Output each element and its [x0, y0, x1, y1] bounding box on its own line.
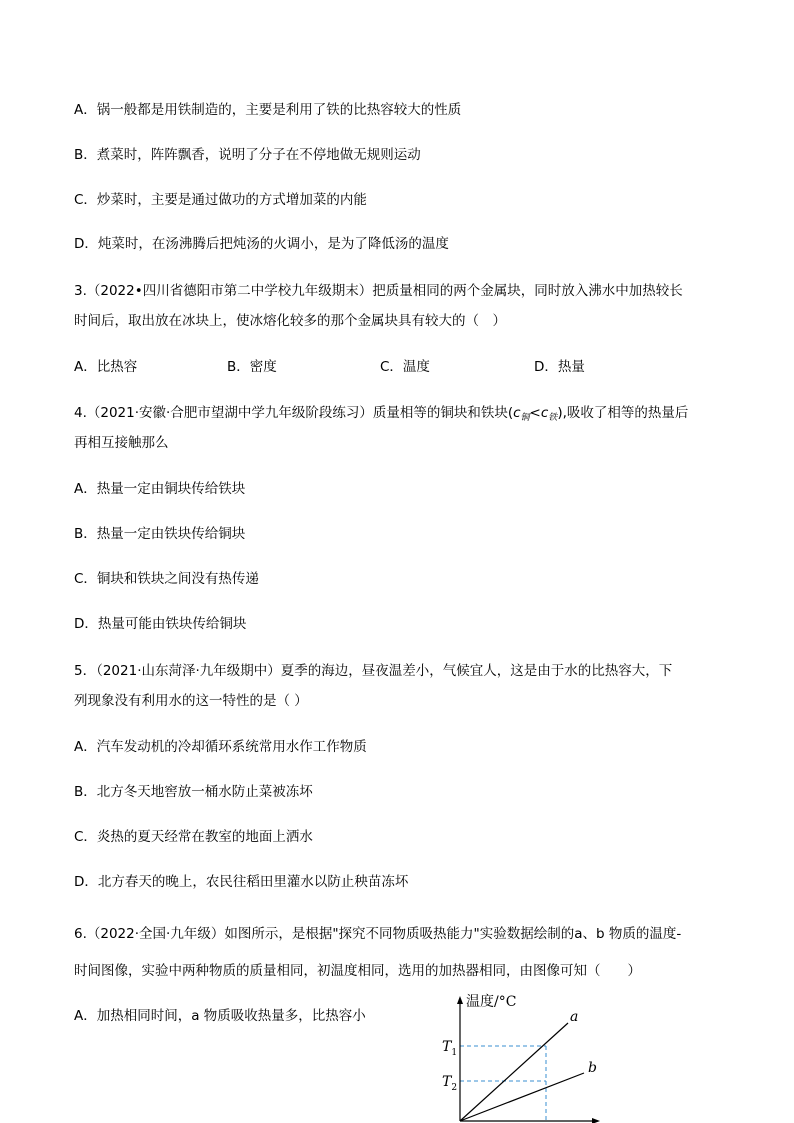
- q4-option-b: B．热量一定由铁块传给铜块: [74, 526, 246, 542]
- q4-c-iron: c: [540, 405, 549, 421]
- q3-option-b: B．密度: [227, 359, 277, 375]
- q2-option-a: A．锅一般都是用铁制造的，主要是利用了铁的比热容较大的性质: [74, 102, 462, 118]
- t1-label-letter: T: [442, 1039, 452, 1055]
- q4-stem-line1: [74, 404, 688, 427]
- q6-stem-line2: 时间图像，实验中两种物质的质量相同，初温度相同，选用的加热器相同，由图像可知（ ）: [74, 963, 641, 979]
- t2-label-sub: 2: [451, 1083, 458, 1093]
- q3-option-c: C．温度: [380, 359, 430, 375]
- x-axis-arrow-icon: [592, 1118, 600, 1123]
- q4-option-d: D．热量可能由铁块传给铜块: [74, 616, 247, 632]
- q3-stem-line2: 时间后，取出放在冰块上，使冰熔化较多的那个金属块具有较大的（ ）: [74, 313, 506, 329]
- line-a-label: a: [570, 1009, 579, 1025]
- line-b: [460, 1073, 584, 1121]
- t2-label-letter: T: [442, 1074, 452, 1090]
- line-b-label: b: [588, 1060, 597, 1076]
- q4-option-a: A．热量一定由铜块传给铁块: [74, 481, 246, 497]
- line-a: [460, 1023, 568, 1121]
- q5-option-b: B．北方冬天地窖放一桶水防止菜被冻坏: [74, 784, 313, 800]
- t2-label: [442, 1074, 457, 1093]
- q4-sub-copper: 铜: [520, 413, 530, 423]
- q5-stem-line2: 列现象没有利用水的这一特性的是（ ）: [74, 693, 308, 709]
- q6-option-a: A．加热相同时间，a 物质吸收热量多，比热容小: [74, 1008, 366, 1024]
- q3-options: [74, 358, 674, 376]
- q5-option-d: D．北方春天的晚上，农民往稻田里灌水以防止秧苗冻坏: [74, 874, 409, 890]
- q6-stem-line1: 6.（2022·全国·九年级）如图所示，是根据"探究不同物质吸热能力"实验数据绘制的a、b 物质的温度-: [74, 926, 682, 942]
- q5-option-c: C．炎热的夏天经常在教室的地面上洒水: [74, 829, 313, 845]
- q3-stem-line1: 3.（2022•四川省德阳市第二中学校九年级期末）把质量相同的两个金属块，同时放入沸水中加热较长: [74, 283, 683, 299]
- y-axis-label: 温度/°C: [466, 994, 517, 1010]
- temperature-time-graph: [430, 990, 630, 1123]
- q2-option-d: D．炖菜时，在汤沸腾后把炖汤的火调小，是为了降低汤的温度: [74, 236, 449, 252]
- q4-sub-iron: 铁: [548, 413, 558, 423]
- q4-less-than: <: [529, 405, 541, 421]
- q2-option-b: B．煮菜时，阵阵飘香，说明了分子在不停地做无规则运动: [74, 147, 421, 163]
- q4-option-c: C．铜块和铁块之间没有热传递: [74, 571, 259, 587]
- q2-option-c: C．炒菜时，主要是通过做功的方式增加菜的内能: [74, 192, 367, 208]
- t1-label: [442, 1039, 457, 1058]
- q4-c-copper: c: [513, 405, 521, 421]
- q4-stem-tail: ),吸收了相等的热量后: [557, 405, 689, 421]
- q3-option-d: D．热量: [534, 359, 585, 375]
- q3-option-a: A．比热容: [74, 359, 138, 375]
- q4-stem-text: 4.（2021·安徽·合肥市望湖中学九年级阶段练习）质量相等的铜块和铁块(: [74, 405, 514, 421]
- q5-stem-line1: 5．（2021·山东菏泽·九年级期中）夏季的海边，昼夜温差小，气候宜人，这是由于水的比热容大，下: [74, 663, 673, 679]
- q4-stem-line2: 再相互接触那么: [74, 435, 169, 451]
- y-axis-arrow-icon: [457, 996, 463, 1004]
- q5-option-a: A．汽车发动机的冷却循环系统常用水作工作物质: [74, 739, 367, 755]
- t1-label-sub: 1: [451, 1048, 458, 1058]
